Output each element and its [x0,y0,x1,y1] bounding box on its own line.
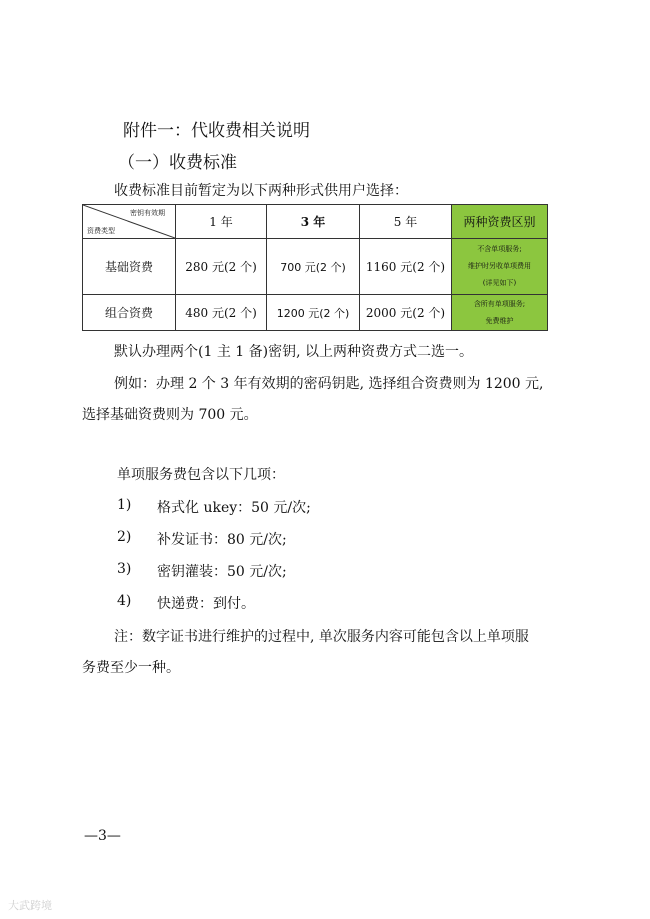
list-text: 快递费：到付。 [157,596,255,612]
list-text: 格式化 ukey：50 元/次; [157,500,311,516]
diff-line: 不含单项服务; [477,245,522,253]
corner-cell [83,205,176,239]
row-name: 组合资费 [83,295,176,331]
table-header-row [83,205,548,239]
list-text: 补发证书：80 元/次; [157,532,287,548]
list-number: 1) [117,497,132,513]
paragraph: 选择基础资费则为 700 元。 [82,407,258,423]
diff-cell [452,239,548,295]
table-cell: 480 元(2 个) [176,295,267,331]
page-title: 附件一：代收费相关说明 [123,121,310,141]
intro-text: 收费标准目前暂定为以下两种形式供用户选择： [114,183,408,199]
list-number: 3) [117,561,132,577]
section-heading: （一）收费标准 [118,153,237,173]
diff-line: 免费维护 [485,316,514,325]
column-header-1yr: 1 年 [176,205,267,239]
table-cell: 1160 元(2 个) [360,239,452,295]
diff-line: 维护时另收单项费用 [468,262,531,270]
diff-line: 含所有单项服务; [473,299,526,308]
paragraph: 默认办理两个(1 主 1 备)密钥, 以上两种资费方式二选一。 [114,344,473,360]
watermark: 大武跨境 [8,899,52,912]
corner-bottom-label: 资费类型 [87,227,115,235]
diff-cell [452,295,548,331]
paragraph: 例如：办理 2 个 3 年有效期的密码钥匙, 选择组合资费则为 1200 元, [114,376,544,392]
fee-table [82,204,548,331]
note-continued: 务费至少一种。 [82,660,180,676]
table-row [83,239,548,295]
table-cell: 1200 元(2 个) [267,295,360,331]
page-number: —3— [84,828,121,844]
table-cell: 2000 元(2 个) [360,295,452,331]
column-header-3yr: 3 年 [267,205,360,239]
column-header-5yr: 5 年 [360,205,452,239]
table-cell: 280 元(2 个) [176,239,267,295]
diff-line: (详见如下) [482,279,517,287]
list-number: 2) [117,529,132,545]
note: 注：数字证书进行维护的过程中, 单次服务内容可能包含以上单项服 [114,629,529,645]
list-number: 4) [117,593,132,609]
table-cell: 700 元(2 个) [267,239,360,295]
diff-header: 两种资费区别 [463,215,536,229]
table-row [83,295,548,331]
row-name: 基础资费 [83,239,176,295]
services-heading: 单项服务费包含以下几项： [117,467,285,483]
diff-header-cell [452,205,548,239]
corner-top-label: 密钥有效期 [130,209,165,217]
list-text: 密钥灌装：50 元/次; [157,564,287,580]
